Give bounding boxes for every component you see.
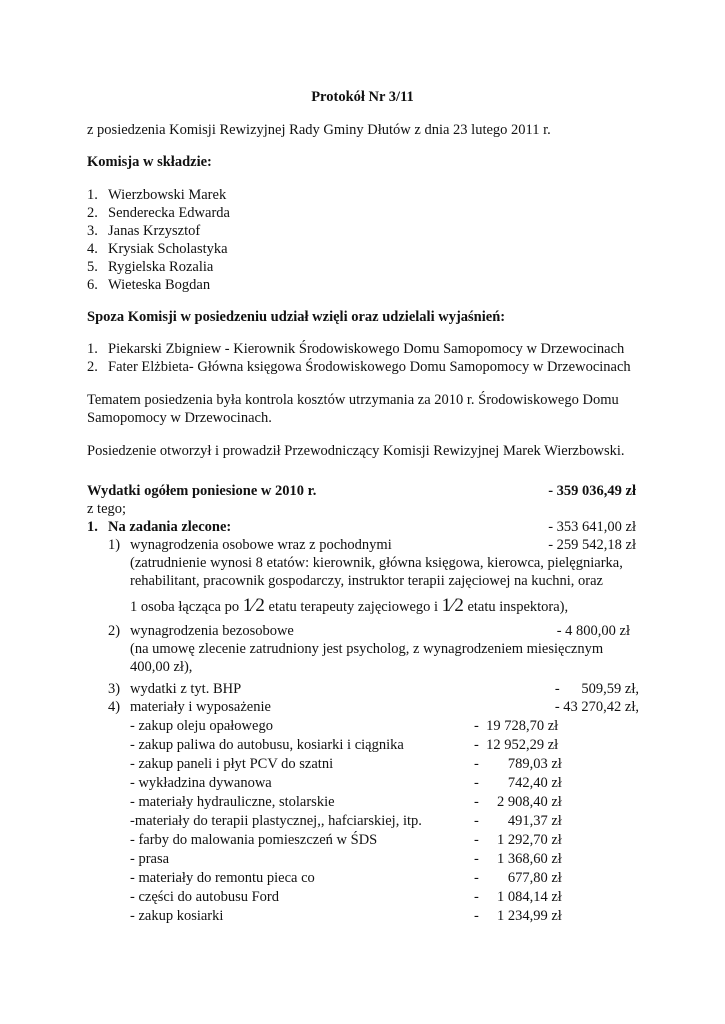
item-value: - 4 800,00 zł <box>556 623 630 639</box>
sub-item-value: - 1 368,60 zł <box>474 851 562 867</box>
guest-number: 2. <box>87 359 98 375</box>
item-note-part: etatu terapeuty zajęciowego i <box>268 599 439 615</box>
item-label: wynagrodzenia bezosobowe <box>130 623 294 639</box>
member-number: 2. <box>87 205 98 221</box>
item-number: 4) <box>108 699 121 715</box>
item-note: (zatrudnienie wynosi 8 etatów: kierownik, główna księgowa, kierowca, pielęgniarka, <box>130 555 623 571</box>
opening-text: Posiedzenie otworzył i prowadził Przewodniczący Komisji Rewizyjnej Marek Wierzbowski. <box>87 443 625 459</box>
sub-item-value: - 1 234,99 zł <box>474 908 562 924</box>
item-note-part: 1 osoba łącząca po <box>130 599 240 615</box>
item-note <box>130 596 568 617</box>
fraction-half: 1⁄2 <box>441 595 464 616</box>
sub-item-value: - 12 952,29 zł <box>474 737 559 753</box>
topic-text: Tematem posiedzenia była kontrola kosztów utrzymania za 2010 r. Środowiskowego Domu <box>87 392 619 408</box>
item-number: 1) <box>108 537 121 553</box>
member-name: Wieteska Bogdan <box>108 277 211 293</box>
commission-heading: Komisja w składzie: <box>87 154 212 170</box>
item-number: 3) <box>108 681 121 697</box>
sub-item-label: - wykładzina dywanowa <box>130 775 272 791</box>
item-note: 400,00 zł), <box>130 659 193 675</box>
item-label: wydatki z tyt. BHP <box>130 681 242 697</box>
sub-item-label: - zakup kosiarki <box>130 908 224 924</box>
sub-item-value: - 742,40 zł <box>474 775 562 791</box>
sub-item-label: - materiały hydrauliczne, stolarskie <box>130 794 335 810</box>
member-number: 5. <box>87 259 98 275</box>
item-number: 2) <box>108 623 121 639</box>
task-number: 1. <box>87 519 98 535</box>
sub-item-value: - 789,03 zł <box>474 756 562 772</box>
member-number: 1. <box>87 187 98 203</box>
sub-item-label: - zakup paneli i płyt PCV do szatni <box>130 756 334 772</box>
sub-item-value: - 1 292,70 zł <box>474 832 562 848</box>
member-number: 6. <box>87 277 98 293</box>
task-label: Na zadania zlecone: <box>108 519 232 535</box>
guest-entry: Piekarski Zbigniew - Kierownik Środowiskowego Domu Samopomocy w Drzewocinach <box>108 341 625 357</box>
sub-item-value: - 2 908,40 zł <box>474 794 562 810</box>
sub-item-label: - zakup paliwa do autobusu, kosiarki i ciągnika <box>130 737 404 753</box>
item-note-part: etatu inspektora), <box>467 599 569 615</box>
item-value: - 259 542,18 zł <box>548 537 636 553</box>
sub-item-label: - zakup oleju opałowego <box>130 718 273 734</box>
item-label: wynagrodzenia osobowe wraz z pochodnymi <box>130 537 392 553</box>
member-name: Janas Krzysztof <box>108 223 201 239</box>
sub-item-label: - farby do malowania pomieszczeń w ŚDS <box>130 832 378 848</box>
page-title: Protokół Nr 3/11 <box>311 89 414 105</box>
of-which-text: z tego; <box>87 501 127 517</box>
task-value: - 353 641,00 zł <box>548 519 636 535</box>
sub-item-label: - części do autobusu Ford <box>130 889 279 905</box>
guest-number: 1. <box>87 341 98 357</box>
sub-item-label: -materiały do terapii plastycznej,, hafciarskiej, itp. <box>130 813 422 829</box>
sub-item-label: - prasa <box>130 851 170 867</box>
member-number: 3. <box>87 223 98 239</box>
member-name: Senderecka Edwarda <box>108 205 230 221</box>
expenses-total-label: Wydatki ogółem poniesione w 2010 r. <box>87 483 317 499</box>
sub-item-value: - 1 084,14 zł <box>474 889 562 905</box>
sub-item-value: - 491,37 zł <box>474 813 562 829</box>
sub-item-value: - 677,80 zł <box>474 870 562 886</box>
item-note: (na umowę zlecenie zatrudniony jest psycholog, z wynagrodzeniem miesięcznym <box>130 641 604 657</box>
member-number: 4. <box>87 241 98 257</box>
fraction-half: 1⁄2 <box>242 595 265 616</box>
item-label: materiały i wyposażenie <box>130 699 271 715</box>
item-note: rehabilitant, pracownik gospodarczy, instruktor terapii zajęciowej na kuchni, oraz <box>130 573 603 589</box>
expenses-total-value: - 359 036,49 zł <box>548 483 636 499</box>
member-name: Rygielska Rozalia <box>108 259 214 275</box>
item-value: - 43 270,42 zł, <box>554 699 639 715</box>
member-name: Wierzbowski Marek <box>108 187 227 203</box>
item-value: - 509,59 zł, <box>554 681 639 697</box>
sub-item-value: - 19 728,70 zł <box>474 718 559 734</box>
member-name: Krysiak Scholastyka <box>108 241 228 257</box>
document-subtitle: z posiedzenia Komisji Rewizyjnej Rady Gminy Dłutów z dnia 23 lutego 2011 r. <box>87 122 551 138</box>
guests-heading: Spoza Komisji w posiedzeniu udział wzięli oraz udzielali wyjaśnień: <box>87 309 506 325</box>
topic-text: Samopomocy w Drzewocinach. <box>87 410 272 426</box>
sub-item-label: - materiały do remontu pieca co <box>130 870 315 886</box>
guest-entry: Fater Elżbieta- Główna księgowa Środowiskowego Domu Samopomocy w Drzewocinach <box>108 359 631 375</box>
